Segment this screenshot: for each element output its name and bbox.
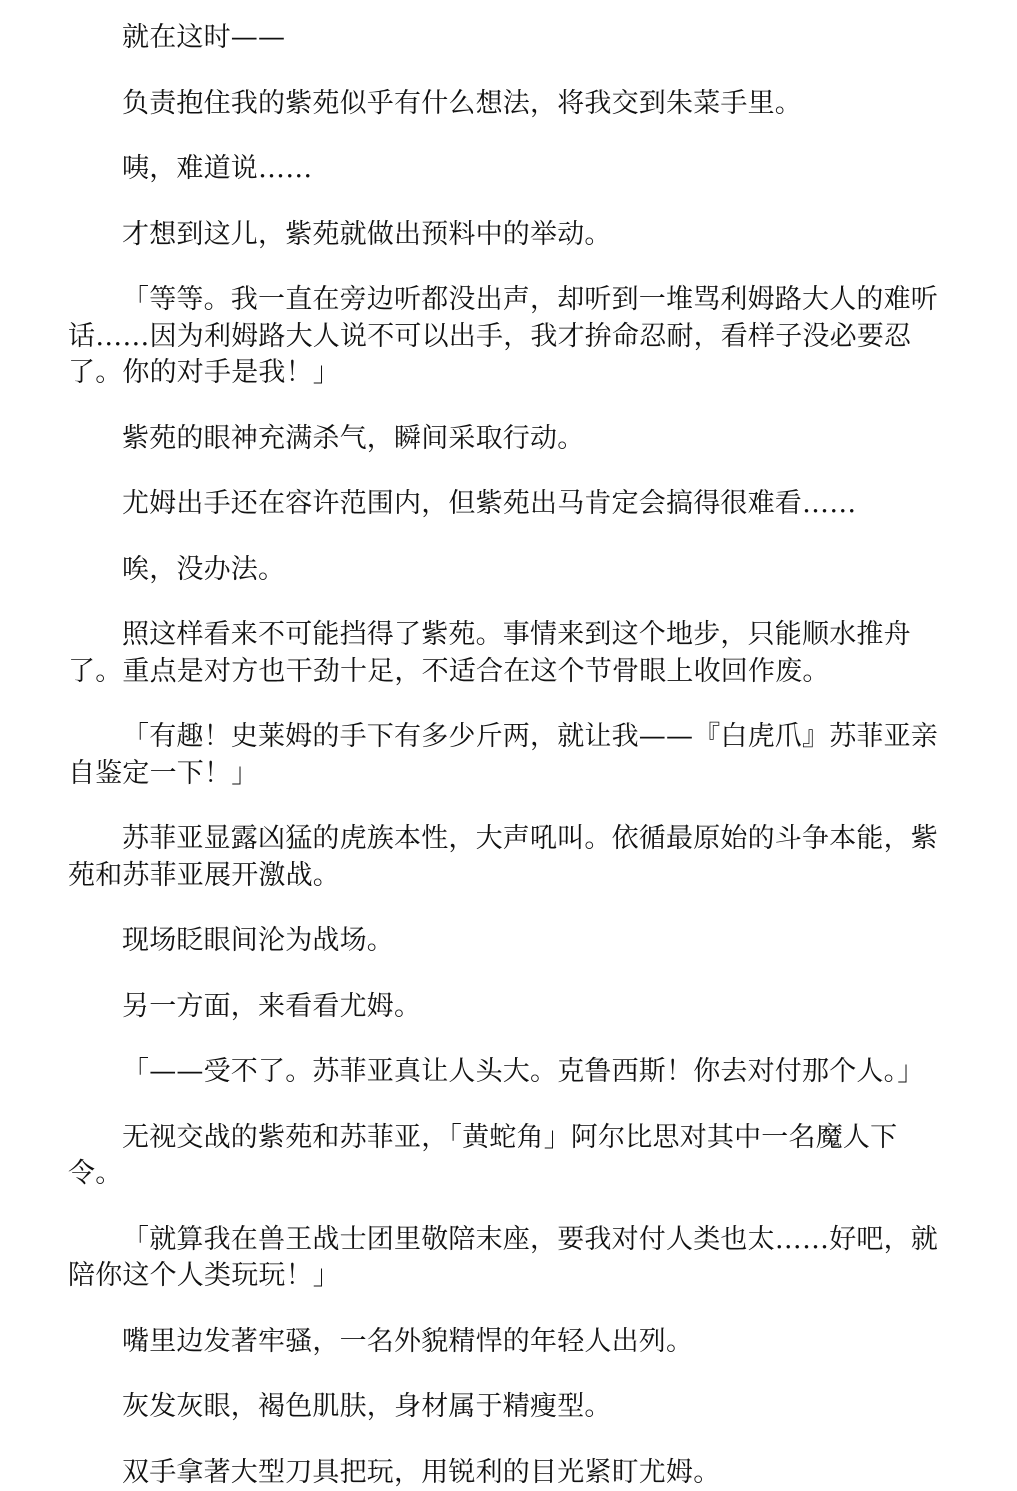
paragraph: 照这样看来不可能挡得了紫苑。事情来到这个地步，只能顺水推舟了。重点是对方也干劲十足，不适合在这个节骨眼上收回作废。 <box>68 617 945 690</box>
paragraph: 紫苑的眼神充满杀气，瞬间采取行动。 <box>68 421 945 458</box>
paragraph: 灰发灰眼，褐色肌肤，身材属于精瘦型。 <box>68 1389 945 1426</box>
paragraph: 嘴里边发著牢骚，一名外貌精悍的年轻人出列。 <box>68 1324 945 1361</box>
paragraph: 负责抱住我的紫苑似乎有什么想法，将我交到朱菜手里。 <box>68 86 945 123</box>
paragraph: 苏菲亚显露凶猛的虎族本性，大声吼叫。依循最原始的斗争本能，紫苑和苏菲亚展开激战。 <box>68 821 945 894</box>
paragraph: 双手拿著大型刀具把玩，用锐利的目光紧盯尤姆。 <box>68 1455 945 1491</box>
dialogue-paragraph: 「——受不了。苏菲亚真让人头大。克鲁西斯！你去对付那个人。」 <box>68 1054 945 1091</box>
paragraph: 无视交战的紫苑和苏菲亚，「黄蛇角」阿尔比思对其中一名魔人下令。 <box>68 1120 945 1193</box>
paragraph: 咦，难道说…… <box>68 151 945 188</box>
dialogue-paragraph: 「有趣！史莱姆的手下有多少斤两，就让我——『白虎爪』苏菲亚亲自鉴定一下！」 <box>68 719 945 792</box>
paragraph: 才想到这儿，紫苑就做出预料中的举动。 <box>68 217 945 254</box>
paragraph: 唉，没办法。 <box>68 552 945 589</box>
paragraph: 现场眨眼间沦为战场。 <box>68 923 945 960</box>
paragraph: 就在这时—— <box>68 20 945 57</box>
dialogue-paragraph: 「等等。我一直在旁边听都没出声，却听到一堆骂利姆路大人的难听话……因为利姆路大人说不可以出手，我才拚命忍耐，看样子没必要忍了。你的对手是我！」 <box>68 282 945 392</box>
paragraph: 另一方面，来看看尤姆。 <box>68 989 945 1026</box>
dialogue-paragraph: 「就算我在兽王战士团里敬陪末座，要我对付人类也太……好吧，就陪你这个人类玩玩！」 <box>68 1222 945 1295</box>
paragraph: 尤姆出手还在容许范围内，但紫苑出马肯定会搞得很难看…… <box>68 486 945 523</box>
